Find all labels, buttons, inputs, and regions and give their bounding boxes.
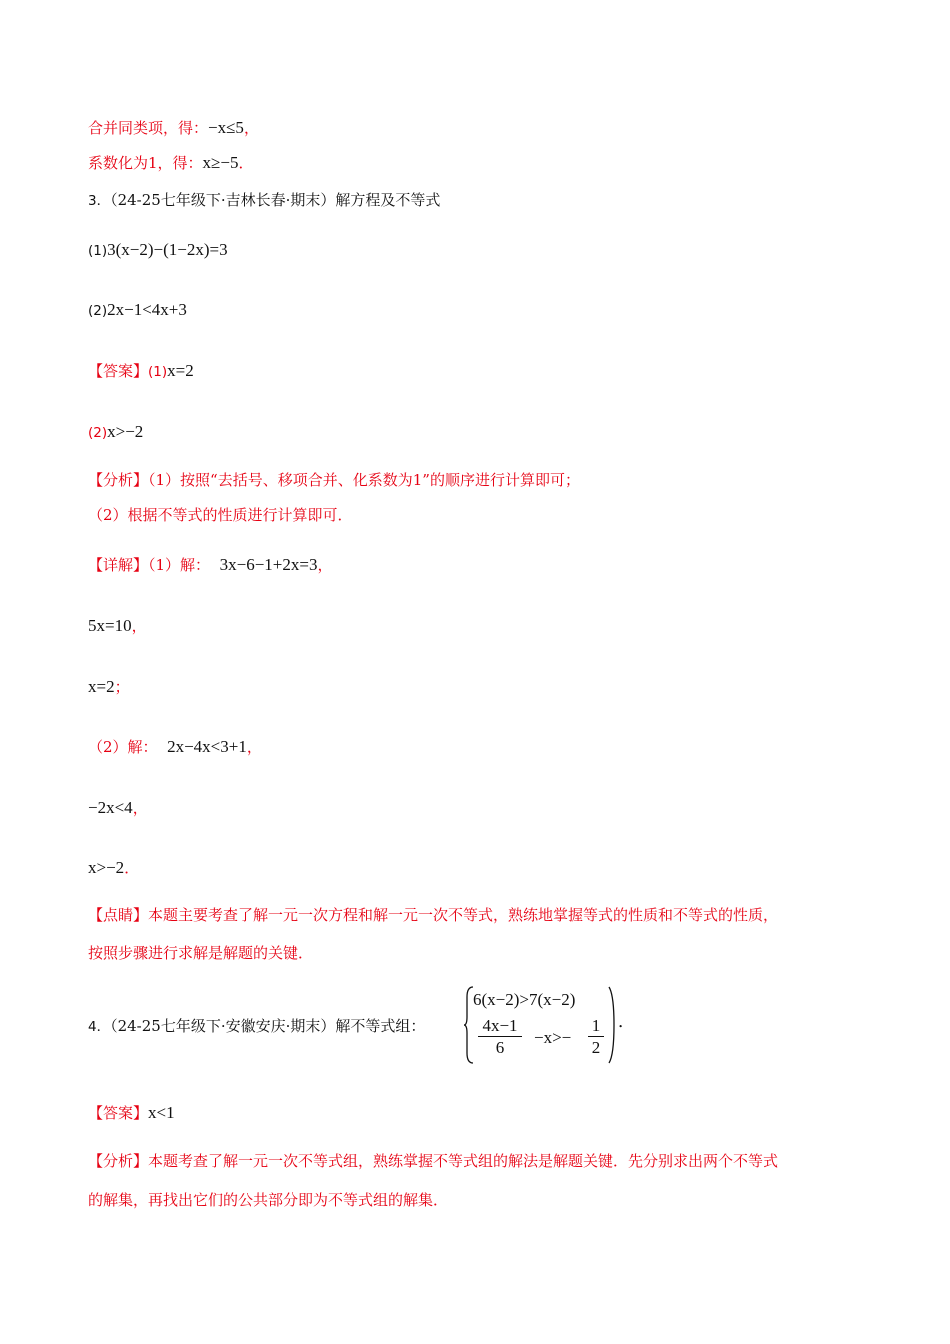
solution-line-coefficient: 系数化为1，得：x≥−5．	[88, 153, 254, 172]
math-expression: 5x=10	[88, 616, 132, 635]
math-expression: −2x<4	[88, 798, 133, 817]
math-expression: x>−2	[107, 422, 144, 441]
math-expression: 2x−4x<3+1	[167, 737, 247, 756]
question-source: （24-25七年级下·吉林长春·期末）	[110, 191, 336, 209]
detail-line-6: x>−2．	[88, 858, 140, 877]
question-number: 3．	[88, 193, 111, 209]
detail-line-4: （2）解： 2x−4x<3+1，	[88, 737, 262, 756]
system-row-2-middle: −x>−	[534, 1028, 572, 1047]
math-expression: 3x−6−1+2x=3	[219, 555, 318, 574]
inequality-system: 6(x−2)>7(x−2) $\frac{4x-1}{6}$ −x>− $\frac{1}{2}$ ．	[464, 985, 622, 1065]
fraction-1: $\frac{4x-1}{6}$	[478, 1016, 522, 1059]
analysis-tag: 【分析】	[88, 1152, 149, 1170]
math-expression: x>−2	[88, 858, 125, 877]
answer-tag: 【答案】	[88, 362, 149, 380]
question-3-part-2: (2)2x−1<4x+3	[88, 300, 187, 319]
math-expression: x<1	[148, 1103, 175, 1122]
analysis-line-2: （2）根据不等式的性质进行计算即可．	[88, 506, 353, 524]
analysis-line-1: 【分析】（1）按照“去括号、移项合并、化系数为1”的顺序进行计算即可；	[88, 471, 580, 489]
analysis-tag: 【分析】	[88, 471, 149, 489]
math-expression: −x≤5	[208, 118, 244, 137]
detail-tag: 【详解】	[88, 556, 149, 574]
answer-line-1: 【答案】(1)x=2	[88, 361, 194, 380]
question-prompt: 解不等式组：	[335, 1017, 426, 1035]
detail-line-5: −2x<4，	[88, 798, 148, 817]
system-row-1: 6(x−2)>7(x−2)	[473, 990, 576, 1009]
question-4-header	[88, 1015, 425, 1038]
math-expression: x=2	[88, 677, 115, 696]
detail-line-1: 【详解】（1）解： 3x−6−1+2x=3，	[88, 555, 333, 574]
analysis-4-line-2: 的解集，再找出它们的公共部分即为不等式组的解集．	[88, 1191, 449, 1209]
math-expression: x≥−5	[202, 153, 239, 172]
answer-line-2: (2)x>−2	[88, 422, 144, 441]
right-bracket-icon	[608, 985, 618, 1065]
question-3-header	[88, 189, 440, 212]
math-expression: x=2	[167, 361, 194, 380]
math-expression: 3(x−2)−(1−2x)=3	[107, 240, 228, 259]
question-prompt: 解方程及不等式	[335, 191, 441, 209]
fraction-2: $\frac{1}{2}$	[588, 1016, 604, 1059]
detail-line-2: 5x=10，	[88, 616, 147, 635]
answer-4-line	[88, 1102, 175, 1124]
comment-tag: 【点睛】	[88, 906, 149, 924]
comment-line-1: 【点睛】本题主要考查了解一元一次方程和解一元一次不等式，熟练地掌握等式的性质和不等式的性质，	[88, 906, 779, 924]
answer-tag: 【答案】	[88, 1104, 149, 1122]
question-number: 4．	[88, 1019, 111, 1035]
question-source: （24-25七年级下·安徽安庆·期末）	[110, 1017, 336, 1035]
detail-line-3: x=2；	[88, 677, 130, 696]
analysis-4-line-1: 【分析】本题考查了解一元一次不等式组，熟练掌握不等式组的解法是解题关键．先分别求出两个不等式	[88, 1152, 779, 1170]
question-3-part-1: (1)3(x−2)−(1−2x)=3	[88, 240, 228, 259]
comment-line-2: 按照步骤进行求解是解题的关键．	[88, 944, 314, 962]
math-expression: 2x−1<4x+3	[107, 300, 187, 319]
solution-line-combine: 合并同类项，得：−x≤5，	[88, 118, 259, 137]
